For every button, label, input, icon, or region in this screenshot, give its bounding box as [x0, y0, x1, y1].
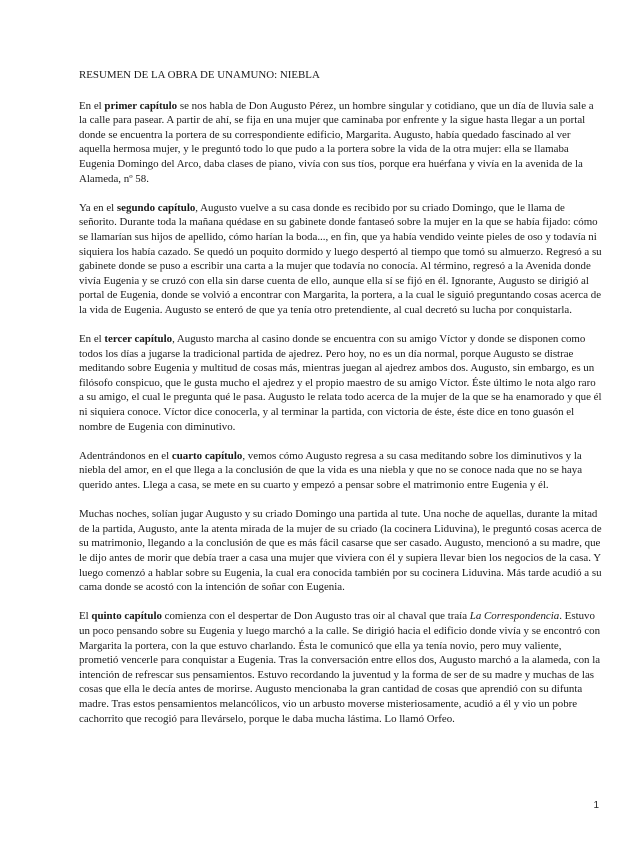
paragraph-text: Ya en el	[79, 201, 117, 214]
paragraph-text: En el	[79, 333, 105, 346]
paragraph-chapter-4	[79, 449, 603, 493]
paragraph-tute-game	[79, 507, 603, 595]
paragraph-text: . Estuvo un poco pensando sobre su Eugenia y luego marchó a la calle. Se dirigió hacia el edificio donde vivía y se encontró con Margarita la portera, con la que estuvo charlando. Ésta le comunicó que ella ya tenía novio, pero muy valiente, prometió vencerle para conquistar a Eugenia. Tras la conversación entre ellos dos, Augusto marchó a la alameda, con la intención de refrescar sus pensamientos. Estuvo recordando la juventud y la forma de ser de su madre y muchas de las cosas que ella le decía antes de morirse. Augusto mencionaba la gran cantidad de cosas que aprendió con su difunta madre. Tras estos pensamientos melancólicos, vio un arbusto moverse misteriosamente, acudió a él y vio un pobre cachorrito que recogió para llevárselo, porque le daba mucha lástima. Lo llamó Orfeo.	[79, 610, 601, 725]
document-body	[79, 68, 603, 741]
document-title: RESUMEN DE LA OBRA DE UNAMUNO: NIEBLA	[79, 69, 320, 81]
paragraph-text: Adentrándonos en el	[79, 449, 172, 462]
paragraph-text: , Augusto vuelve a su casa donde es recibido por su criado Domingo, que le llama de señorito. Durante toda la mañana quédase en su gabinete donde fantaseó sobre la mujer en la que se había fijado: cómo se llamarían sus hijos de apellido, cómo harían la boda..., en fin, que ya había vendido veinte pieles de oso y todavía ni siquiera los había cazado. Se quedó un poquito dormido y luego despertó al tiempo que tomó su almuerzo. Regresó a su gabinete donde se puso a escribir una carta a la mujer que todavía no conocía. Al término, regresó a la Avenida donde vivía Eugenia y se cruzó con ella sin darse cuenta de ello, aunque ella sí se fijó en él. Ignorante, Augusto se dirigió al portal de Eugenia, donde se volvió a encontrar con Margarita, la portera, a la cual le siguió preguntando cosas acerca de la vida de Eugenia. Augusto se enteró de que ya tenía otro pretendiente, al cual decretó su lucha por conquistarla.	[79, 201, 602, 316]
paragraph-text: , Augusto marcha al casino donde se encuentra con su amigo Víctor y donde se disponen como todos los días a jugarse la tradicional partida de ajedrez. Pero hoy, no es un día normal, porque Augusto se distrae meditando sobre Eugenia y multitud de cosas más, mientras juegan al ajedrez ambos dos. Augusto, sin embargo, es un filósofo conspicuo, que le gusta mucho el ajedrez y el propio maestro de su amigo Víctor. Éste último le nota algo raro a su amigo, el cual le pregunta qué le pasa. Augusto le relata todo acerca de la mujer de la que se ha enamorado y que él ni siquiera conoce. Víctor dice conocerla, y al terminar la partida, con victoria de éste, éste dice en tono guasón el nombre de Eugenia con diminutivo.	[79, 333, 602, 433]
paragraph-text: En el	[79, 99, 105, 112]
paragraph-text: se nos habla de Don Augusto Pérez, un hombre singular y cotidiano, que un día de lluvia sale a la calle para pasear. A partir de ahí, se fija en una mujer que caminaba por enfrente y la sigue hasta llegar a un portal donde se encuentra la portera de su correspondiente edificio, Margarita. Augusto, había quedado fascinado al ver aquella hermosa mujer, y le preguntó todo lo que pudo a la portera sobre la vida de la otra mujer: ella se llamaba Eugenia Domingo del Arco, daba clases de piano, vivía con sus tíos, porque era huérfana y vivía en la avenida de la Alameda, nº 58.	[79, 99, 594, 185]
chapter-heading: segundo capítulo	[116, 201, 196, 214]
paragraph-text: Muchas noches, solían jugar Augusto y su criado Domingo una partida al tute. Una noche de aquellas, durante la mitad de la partida, Augusto, ante la atenta mirada de la mujer de su criado (la cocinera Liduvina), le preguntó cosas acerca de su matrimonio, llegando a la conclusión de que es más fácil casarse que ser casado. Augusto, mencionó a su madre, que le dijo antes de morir que debía traer a casa una mujer que viviera con él y supiera llevar bien los negocios de la casa. Y luego comenzó a hablar sobre su Eugenia, la cual era conocida también por su cocinera Liduvina. Más tarde acudió a su cama donde se acostó con la intención de soñar con Eugenia.	[79, 508, 602, 594]
paragraph-text: , vemos cómo Augusto regresa a su casa meditando sobre los diminutivos y la niebla del amor, en el que llega a la conclusión de que la vida es una niebla y que no se conoce nada que no se haya querido antes. Llega a casa, se mete en su cuarto y empezó a pensar sobre el matrimonio entre Eugenia y él.	[79, 449, 583, 492]
paragraph-text: El	[79, 610, 92, 623]
chapter-heading: quinto capítulo	[91, 610, 162, 623]
paragraph-text: comienza con el despertar de Don Augusto tras oir al chaval que traía	[161, 610, 470, 623]
paragraph-chapter-5	[79, 609, 603, 726]
newspaper-title: La Correspondencia	[469, 610, 560, 623]
chapter-heading: tercer capítulo	[104, 333, 173, 346]
page-number: 1	[593, 800, 599, 811]
chapter-heading: cuarto capítulo	[171, 449, 243, 462]
paragraph-chapter-2	[79, 201, 603, 318]
paragraph-chapter-1	[79, 99, 603, 187]
paragraph-chapter-3	[79, 332, 603, 434]
chapter-heading: primer capítulo	[104, 99, 178, 112]
